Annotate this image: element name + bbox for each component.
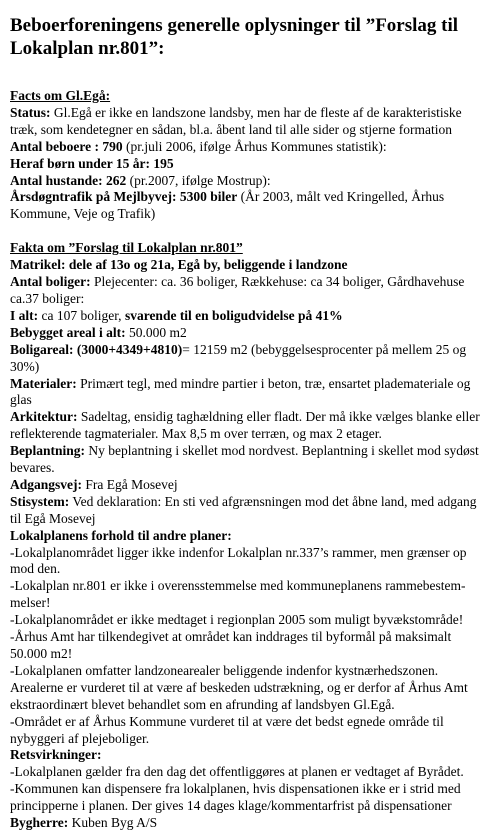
adgang-label: Adgangsvej: [10, 476, 83, 492]
boliger-label: Antal boliger: [10, 274, 91, 290]
retsvirkninger-heading-text: Retsvirkninger: [10, 747, 102, 763]
husstande-paragraph [10, 173, 487, 190]
status-label: Status: [10, 104, 51, 120]
forhold-item-1: -Lokalplanområdet ligger ikke indenfor Lokalplan nr.337’s rammer, men grænser op mod den. [10, 544, 467, 577]
materialer-text: Primært tegl, med mindre partier i beton, træ, ensartet plademateriale og glas [10, 375, 471, 408]
boligareal-paragraph [10, 342, 487, 376]
rets-item-2: -Kommunen kan dispensere fra lokalplanen, hvis dispensationen ikke er i strid med principperne i planen. Der gives 14 dages klage/kommentarfrist på dispensationer [10, 781, 461, 814]
beboere-label: Antal beboere : 790 [10, 138, 123, 154]
beplantning-label: Beplantning: [10, 443, 86, 459]
bygherre-text: Kuben Byg A/S [68, 815, 158, 831]
sti-paragraph [10, 494, 487, 528]
beboere-text: (pr.juli 2006, ifølge Århus Kommunes statistik): [122, 138, 387, 154]
section-gap [10, 223, 487, 240]
materialer-paragraph [10, 376, 487, 410]
forhold-item-4: -Århus Amt har tilkendegivet at området kan inddrages til byformål på maksimalt 50.000 m2! [10, 629, 452, 661]
boligareal-text: = 12159 m2 (bebyggelsesprocenter på mellem 25 og 30%) [10, 341, 467, 374]
boligareal-label: Boligareal: (3000+4349+4810) [10, 341, 183, 357]
arkitektur-label: Arkitektur: [10, 409, 78, 425]
status-text: Gl.Egå er ikke en landszone landsby, men har de fleste af de karakteristiske træk, som kendetegner en sådan, bl.a. åbent land til alle sider og stjerne formation [10, 104, 462, 137]
matrikel-paragraph [10, 257, 487, 274]
status-paragraph [10, 105, 487, 139]
forhold-heading [10, 528, 487, 545]
facts-heading: Facts om Gl.Egå: [10, 88, 111, 103]
husstande-label: Antal hustande: 262 [10, 172, 127, 188]
adgang-text: Fra Egå Mosevej [82, 476, 178, 492]
facts-section [10, 88, 487, 223]
fakta-section [10, 240, 487, 832]
arkitektur-paragraph [10, 409, 487, 443]
bebygget-paragraph [10, 325, 487, 342]
forhold-heading-text: Lokalplanens forhold til andre planer: [10, 527, 232, 543]
forhold-item-3: -Lokalplanområdet er ikke medtaget i regionplan 2005 som muligt byvækstområde! [10, 612, 464, 628]
trafik-label: Årsdøgntrafik på Mejlbyvej: 5300 biler [10, 189, 238, 205]
boliger-text: Plejecenter: ca. 36 boliger, Rækkehuse: ca 34 boliger, Gårdhavehuse ca.37 boliger: [10, 274, 465, 306]
matrikel-text: Matrikel: dele af 13o og 21a, Egå by, beliggende i landzone [10, 257, 348, 273]
trafik-text: (År 2003, målt ved Kringelled, Århus Kommune, Veje og Trafik) [10, 189, 445, 222]
forhold-item-6: -Området er af Århus Kommune vurderet til at være det bedst egnede område til nybyggeri af plejeboliger. [10, 713, 444, 746]
rets-item-1: -Lokalplanen gælder fra den dag det offentliggøres at planen er vedtaget af Byrådet. [10, 764, 464, 780]
ialt-paragraph [10, 308, 487, 325]
ialt-bold: svarende til en boligudvidelse på 41% [124, 307, 343, 323]
fakta-heading: Fakta om ”Forslag til Lokalplan nr.801” [10, 240, 243, 256]
forhold-item-2: -Lokalplan nr.801 er ikke i overensstemmelse med kommuneplanens rammebestem-melser! [10, 578, 466, 611]
bebygget-label: Bebygget areal i alt: [10, 324, 126, 340]
beboere-paragraph [10, 139, 487, 156]
bebygget-text: 50.000 m2 [125, 324, 187, 340]
materialer-label: Materialer: [10, 375, 77, 391]
bygherre-paragraph [10, 815, 487, 832]
sti-label: Stisystem: [10, 493, 70, 509]
beplantning-paragraph [10, 443, 487, 477]
arkitektur-text: Sadeltag, ensidig taghældning eller fladt. Der må ikke vælges blanke eller reflekterende tagmaterialer. Max 8,5 m over terræn, og max 2 etager. [10, 409, 480, 442]
beplantning-text: Ny beplantning i skellet mod nordvest. Beplantning i skellet mod sydøst bevares. [10, 443, 479, 476]
boern-text: Heraf børn under 15 år: 195 [10, 155, 174, 171]
ialt-text: ca 107 boliger, [38, 307, 125, 323]
boliger-paragraph [10, 274, 487, 308]
adgang-paragraph [10, 477, 487, 494]
retsvirkninger-heading [10, 747, 487, 764]
trafik-paragraph [10, 189, 487, 223]
husstande-text: (pr.2007, ifølge Mostrup): [126, 172, 271, 188]
bygherre-label: Bygherre: [10, 815, 69, 831]
boern-paragraph [10, 156, 487, 173]
document-title: Beboerforeningens generelle oplysninger til ”Forslag til Lokalplan nr.801”: [10, 15, 459, 59]
ialt-label: I alt: [10, 307, 39, 323]
forhold-item-5: -Lokalplanen omfatter landzonearealer beliggende indenfor kystnærhedszonen. Arealerne er vurderet til at være af beskeden udstrækning, og er derfor af Århus Amt ekstraordinært blevet behandlet som en afrunding af landsbyen Gl.Egå. [10, 662, 468, 712]
sti-text: Ved deklaration: En sti ved afgrænsningen mod det åbne land, med adgang til Egå Mosevej [10, 493, 477, 526]
